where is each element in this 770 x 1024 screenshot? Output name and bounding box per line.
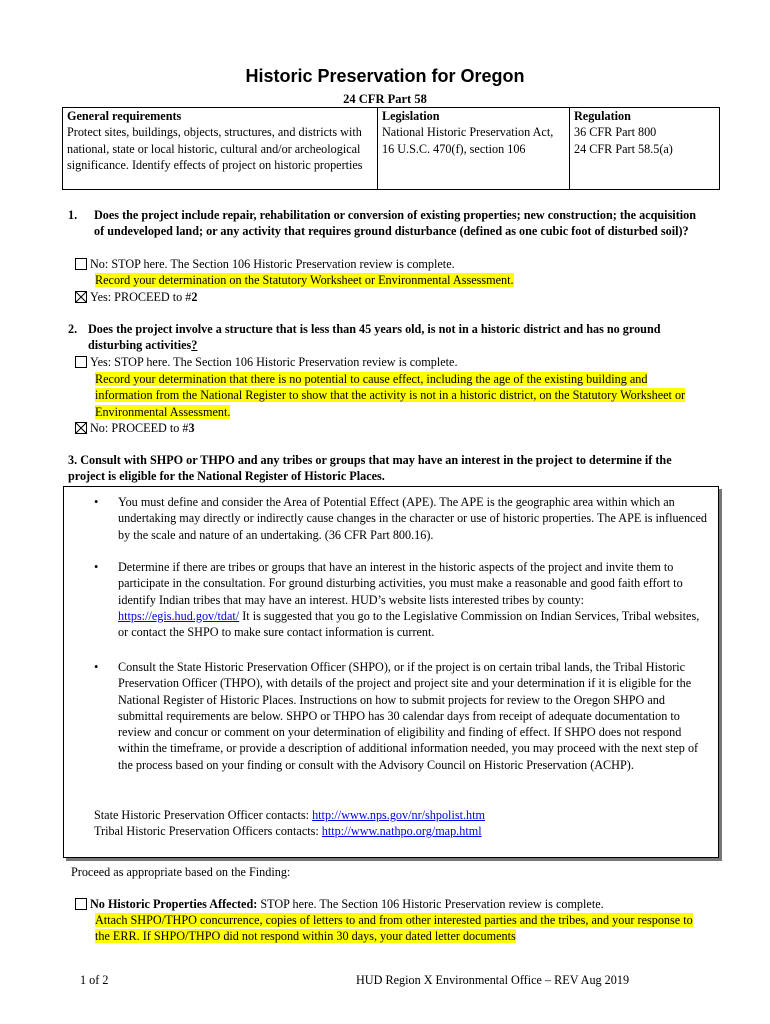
question-2-text: Does the project involve a structure that is less than 45 years old, is not in a historic district and has no ground disturbing activities?: [88, 322, 661, 353]
q1-option-no-note: Record your determination on the Statutory Worksheet or Environmental Assessment.: [95, 273, 514, 287]
q2-option-no-label: No: PROCEED to #: [90, 421, 189, 435]
finding-text: STOP here. The Section 106 Historic Preservation review is complete.: [257, 897, 604, 911]
q2-option-yes: [75, 354, 715, 370]
checkbox-checked-icon[interactable]: [75, 422, 87, 434]
q1-option-yes: [75, 289, 715, 305]
thpo-contacts: Tribal Historic Preservation Officers contacts: http://www.nathpo.org/map.html: [94, 824, 482, 838]
finding-intro: Proceed as appropriate based on the Finding:: [71, 865, 291, 879]
bullet-icon: •: [94, 560, 99, 574]
checkbox-empty-icon[interactable]: [75, 258, 87, 270]
question-3-text: Consult with SHPO or THPO and any tribes or groups that may have an interest in the project to determine if the project is eligible for the National Register of Historic Places.: [68, 453, 672, 484]
q1-option-yes-label: Yes: PROCEED to #: [90, 290, 192, 304]
cell-general: Protect sites, buildings, objects, structures, and districts with national, state or local historic, cultural and/or archeological significance. Identify effects of project on historic properties: [63, 124, 378, 190]
header-general: General requirements: [63, 108, 378, 125]
bullet-icon: •: [94, 495, 99, 509]
page-subtitle: 24 CFR Part 58: [343, 92, 427, 106]
consultation-box: [63, 486, 719, 858]
finding-note: Attach SHPO/THPO concurrence, copies of letters to and from other interested parties and the tribes, and your response to the ERR. If SHPO/THPO did not respond within 30 days, your dated letter documents: [95, 913, 693, 944]
table-header-row: [63, 108, 720, 125]
checkbox-empty-icon[interactable]: [75, 356, 87, 368]
q1-option-no-label: No: STOP here. The Section 106 Historic Preservation review is complete.: [90, 257, 455, 271]
tdat-link[interactable]: https://egis.hud.gov/tdat/: [118, 608, 240, 623]
question-1-number: 1.: [68, 208, 78, 222]
page-number: 1 of 2: [80, 973, 109, 987]
cell-legislation: National Historic Preservation Act, 16 U.S.C. 470(f), section 106: [378, 124, 570, 190]
bullet-tribes: Determine if there are tribes or groups that have an interest in the historic aspects of the project and invite them to participate in the consultation. For ground disturbing activities, you must make a reasonable and good faith effort to identify Indian tribes that may have an interest. HUD’s website lists interested tribes by county: https://egis.hud.gov/tdat/ It is suggested that you go to the Legislative Commission on Indian Services, Tribal websites, or contact the SHPO to make sure contact information is current.: [118, 560, 700, 640]
finding-label: No Historic Properties Affected:: [90, 897, 258, 911]
header-regulation: Regulation: [570, 108, 720, 125]
q1-option-no: [75, 256, 715, 272]
bullet-shpo: Consult the State Historic Preservation Officer (SHPO), or if the project is on certain tribal lands, the Tribal Historic Preservation Officer (THPO), with details of the project and project site and your determination if it is eligible for the National Register of Historic Places. Instructions on how to submit projects for review to the Oregon SHPO and submittal requirements are below. SHPO or THPO has 30 calendar days from receipt of adequate documentation to review and concur or comment on your determination of eligibility and finding of effect. If SHPO does not respond within the timeframe, or provide a description of additional information needed, you may proceed with the next step of the process based on your finding or consult with the Advisory Council on Historic Preservation (ACHP).: [118, 660, 699, 772]
header-legislation: Legislation: [378, 108, 570, 125]
q2-option-yes-label: Yes: STOP here. The Section 106 Historic Preservation review is complete.: [90, 355, 458, 369]
thpo-link[interactable]: http://www.nathpo.org/map.html: [321, 824, 482, 838]
q2-option-yes-note: Record your determination that there is no potential to cause effect, including the age of the existing building and information from the National Register to show that the activity is not in a historic district, on the Statutory Worksheet or Environmental Assessment.: [95, 372, 686, 419]
regulation-1: 36 CFR Part 800: [574, 125, 657, 140]
question-1-text: Does the project include repair, rehabilitation or conversion of existing properties; new construction; the acquisition of undeveloped land; or any activity that requires ground disturbance (defined as one cubic foot of disturbed soil)?: [94, 208, 697, 239]
table-row: [63, 124, 720, 190]
question-3: [68, 452, 708, 485]
cell-regulation: [570, 124, 720, 190]
regulation-2: 24 CFR Part 58.5(a): [574, 141, 673, 156]
q1-option-yes-number: 2: [191, 290, 198, 304]
shpo-contacts: State Historic Preservation Officer contacts: http://www.nps.gov/nr/shpolist.htm: [94, 808, 485, 822]
footer-office: HUD Region X Environmental Office – REV Aug 2019: [356, 973, 630, 987]
shpo-link[interactable]: http://www.nps.gov/nr/shpolist.htm: [312, 808, 485, 822]
checkbox-empty-icon[interactable]: [75, 898, 87, 910]
q2-option-no: [75, 420, 715, 436]
question-3-number: 3.: [68, 453, 78, 467]
page-title: Historic Preservation for Oregon: [245, 66, 525, 86]
q2-option-no-number: 3: [188, 421, 195, 435]
bullet-ape: You must define and consider the Area of Potential Effect (APE). The APE is the geographic area within which an undertaking may directly or indirectly cause changes in the character or use of historic properties. The APE is influenced by the scale and nature of an undertaking. (36 CFR Part 800.16).: [118, 495, 707, 542]
bullet-icon: •: [94, 660, 99, 674]
question-2-number: 2.: [68, 322, 78, 336]
requirements-table: [62, 107, 720, 190]
finding-no-historic-properties: [75, 896, 715, 912]
checkbox-checked-icon[interactable]: [75, 291, 87, 303]
